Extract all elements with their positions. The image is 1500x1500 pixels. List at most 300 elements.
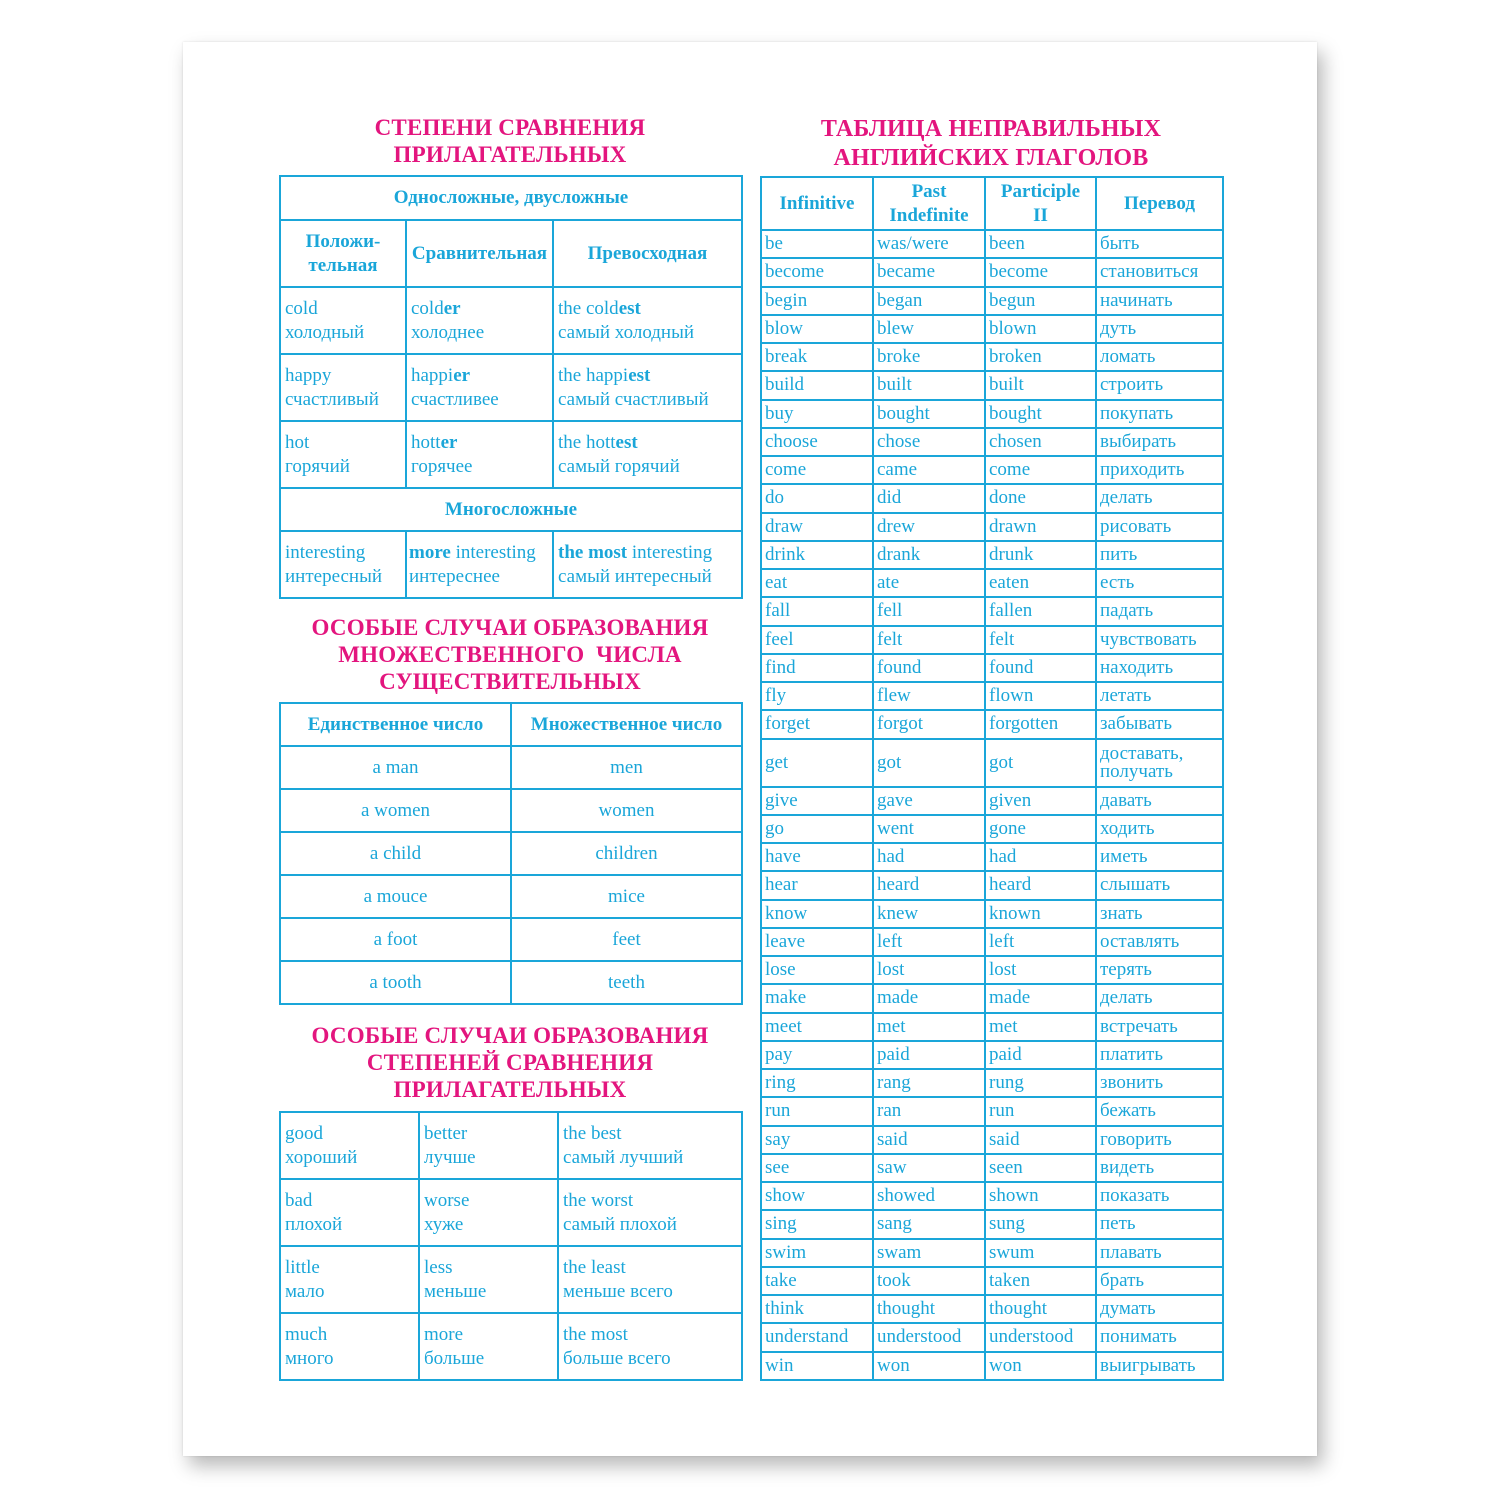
- special-title: [280, 1022, 740, 1103]
- participle-cell: begun: [985, 287, 1096, 315]
- multi-positive: interesting: [285, 542, 366, 563]
- special-title-line1: ОСОБЫЕ СЛУЧАИ ОБРАЗОВАНИЯ: [311, 1023, 709, 1048]
- participle-cell: made: [985, 984, 1096, 1012]
- past-cell: gave: [873, 787, 985, 815]
- superlative-cell: [553, 421, 742, 488]
- participle-cell: heard: [985, 871, 1096, 899]
- infinitive-cell: begin: [761, 287, 873, 315]
- participle-cell: taken: [985, 1267, 1096, 1295]
- superlative-suffix: est: [628, 365, 651, 386]
- infinitive-cell: leave: [761, 928, 873, 956]
- positive-form: bad: [285, 1190, 313, 1211]
- superlative-stem: the cold: [558, 298, 619, 319]
- header-infinitive: Infinitive: [761, 177, 873, 230]
- positive-translation: хороший: [285, 1146, 358, 1168]
- infinitive-cell: be: [761, 230, 873, 258]
- infinitive-cell: do: [761, 484, 873, 512]
- singular-cell: a child: [280, 832, 511, 875]
- table-row: [761, 739, 1223, 787]
- comparative-form: less: [424, 1257, 453, 1278]
- positive-form: cold: [285, 298, 318, 319]
- translation-cell: [1096, 739, 1223, 787]
- translation-cell: приходить: [1096, 456, 1223, 484]
- past-cell: fell: [873, 597, 985, 625]
- translation-cell: ходить: [1096, 815, 1223, 843]
- table-row: [280, 1313, 742, 1380]
- multi-superlative-post: interesting: [627, 542, 713, 563]
- infinitive-cell: drink: [761, 541, 873, 569]
- past-cell: did: [873, 484, 985, 512]
- past-cell: ran: [873, 1097, 985, 1125]
- table-row: [761, 1154, 1223, 1182]
- singular-cell: a mouce: [280, 875, 511, 918]
- translation-cell: забывать: [1096, 710, 1223, 738]
- table-row: [280, 287, 742, 354]
- table-row: [761, 928, 1223, 956]
- infinitive-cell: win: [761, 1352, 873, 1380]
- multi-superlative-ru: самый интересный: [558, 565, 712, 587]
- singular-cell: a foot: [280, 918, 511, 961]
- past-cell: knew: [873, 900, 985, 928]
- past-cell: bought: [873, 400, 985, 428]
- table-row: [280, 421, 742, 488]
- translation-cell: летать: [1096, 682, 1223, 710]
- table-row: [280, 832, 742, 875]
- table-row: [761, 287, 1223, 315]
- translation-cell: рисовать: [1096, 513, 1223, 541]
- participle-cell: thought: [985, 1295, 1096, 1323]
- plural-cell: mice: [511, 875, 742, 918]
- participle-cell: been: [985, 230, 1096, 258]
- participle-cell: become: [985, 258, 1096, 286]
- translation-cell: знать: [1096, 900, 1223, 928]
- table-row: [761, 371, 1223, 399]
- translation-cell: говорить: [1096, 1126, 1223, 1154]
- comparative-translation: больше: [424, 1347, 485, 1369]
- infinitive-cell: sing: [761, 1210, 873, 1238]
- table-row: [761, 569, 1223, 597]
- multi-superlative: [558, 541, 737, 565]
- table-row: [761, 626, 1223, 654]
- table-row: [280, 1246, 742, 1313]
- participle-cell: paid: [985, 1041, 1096, 1069]
- translation-cell: оставлять: [1096, 928, 1223, 956]
- translation-cell: слышать: [1096, 871, 1223, 899]
- plural-title: [280, 614, 740, 695]
- comparison-title: [280, 114, 740, 168]
- participle-cell: built: [985, 371, 1096, 399]
- participle-cell: understood: [985, 1323, 1096, 1351]
- infinitive-cell: fall: [761, 597, 873, 625]
- infinitive-cell: go: [761, 815, 873, 843]
- infinitive-cell: pay: [761, 1041, 873, 1069]
- participle-cell: done: [985, 484, 1096, 512]
- positive-cell: [280, 354, 406, 421]
- table-row: [761, 654, 1223, 682]
- table-row: [280, 875, 742, 918]
- multi-comparative-ru: интереснее: [409, 565, 500, 587]
- past-cell: forgot: [873, 710, 985, 738]
- participle-cell: sung: [985, 1210, 1096, 1238]
- comparative-cell: [406, 287, 553, 354]
- infinitive-cell: come: [761, 456, 873, 484]
- participle-cell: swum: [985, 1239, 1096, 1267]
- table-row: [761, 1182, 1223, 1210]
- table-row: [761, 1323, 1223, 1351]
- past-cell: began: [873, 287, 985, 315]
- table-row: [280, 918, 742, 961]
- positive-cell: [280, 287, 406, 354]
- table-row: [761, 315, 1223, 343]
- comparison-title-line1: СТЕПЕНИ СРАВНЕНИЯ: [374, 115, 646, 140]
- superlative-translation: самый счастливый: [558, 388, 709, 410]
- translation-cell: звонить: [1096, 1069, 1223, 1097]
- comparative-translation: горячее: [411, 455, 473, 477]
- superlative-translation: самый холодный: [558, 321, 695, 343]
- infinitive-cell: run: [761, 1097, 873, 1125]
- past-cell: blew: [873, 315, 985, 343]
- superlative-cell: [558, 1313, 742, 1380]
- past-cell: heard: [873, 871, 985, 899]
- multi-superlative-em: the most: [558, 542, 628, 563]
- infinitive-cell: choose: [761, 428, 873, 456]
- comparative-cell: [406, 354, 553, 421]
- positive-cell: [280, 1313, 419, 1380]
- table-row: [761, 787, 1223, 815]
- plural-cell: teeth: [511, 961, 742, 1004]
- comparative-translation: счастливее: [411, 388, 499, 410]
- table-row: [761, 843, 1223, 871]
- translation-cell: есть: [1096, 569, 1223, 597]
- infinitive-cell: meet: [761, 1013, 873, 1041]
- positive-form: good: [285, 1123, 323, 1144]
- past-cell: flew: [873, 682, 985, 710]
- translation-cell: делать: [1096, 484, 1223, 512]
- header-superlative: Превосходная: [553, 220, 742, 287]
- translation-line: доставать,: [1100, 742, 1184, 764]
- positive-translation: счастливый: [285, 388, 379, 410]
- participle-cell: had: [985, 843, 1096, 871]
- past-cell: met: [873, 1013, 985, 1041]
- positive-form: hot: [285, 432, 310, 453]
- positive-translation: горячий: [285, 455, 350, 477]
- table-row: [761, 900, 1223, 928]
- superlative-form: [558, 297, 737, 321]
- superlative-cell: [558, 1246, 742, 1313]
- header-positive: [280, 220, 406, 287]
- comparative-translation: холоднее: [411, 321, 485, 343]
- special-table: [279, 1111, 743, 1381]
- table-row: [761, 682, 1223, 710]
- comparative-cell: [406, 421, 553, 488]
- infinitive-cell: say: [761, 1126, 873, 1154]
- plural-cell: men: [511, 746, 742, 789]
- singular-cell: a man: [280, 746, 511, 789]
- translation-cell: становиться: [1096, 258, 1223, 286]
- past-cell: showed: [873, 1182, 985, 1210]
- past-cell: took: [873, 1267, 985, 1295]
- translation-cell: начинать: [1096, 287, 1223, 315]
- plural-title-line3: СУЩЕСТВИТЕЛЬНЫХ: [379, 669, 641, 694]
- superlative-form: the most: [563, 1324, 628, 1345]
- translation-cell: встречать: [1096, 1013, 1223, 1041]
- translation-cell: быть: [1096, 230, 1223, 258]
- past-cell: felt: [873, 626, 985, 654]
- positive-translation: плохой: [285, 1213, 343, 1235]
- infinitive-cell: find: [761, 654, 873, 682]
- plural-table: [279, 702, 743, 1005]
- translation-cell: дуть: [1096, 315, 1223, 343]
- singular-cell: a tooth: [280, 961, 511, 1004]
- table-row: [280, 1179, 742, 1246]
- participle-cell: fallen: [985, 597, 1096, 625]
- header-participle-line1: Participle: [1000, 181, 1081, 202]
- comparison-title-line2: ПРИЛАГАТЕЛЬНЫХ: [393, 142, 627, 167]
- header-positive-line1: Положи-: [305, 231, 381, 252]
- infinitive-cell: hear: [761, 871, 873, 899]
- past-cell: became: [873, 258, 985, 286]
- translation-cell: платить: [1096, 1041, 1223, 1069]
- participle-cell: won: [985, 1352, 1096, 1380]
- infinitive-cell: fly: [761, 682, 873, 710]
- superlative-cell: [553, 354, 742, 421]
- participle-cell: come: [985, 456, 1096, 484]
- comparative-form: worse: [424, 1190, 470, 1211]
- participle-cell: known: [985, 900, 1096, 928]
- translation-cell: петь: [1096, 1210, 1223, 1238]
- table-row: [761, 1097, 1223, 1125]
- header-comparative: Сравнительная: [406, 220, 553, 287]
- superlative-form: the best: [563, 1123, 622, 1144]
- table-row: [761, 1041, 1223, 1069]
- irregular-title-line1: ТАБЛИЦА НЕПРАВИЛЬНЫХ: [820, 116, 1162, 142]
- translation-cell: думать: [1096, 1295, 1223, 1323]
- table-row: [761, 400, 1223, 428]
- multi-positive-ru: интересный: [285, 565, 383, 587]
- past-cell: went: [873, 815, 985, 843]
- translation-cell: делать: [1096, 984, 1223, 1012]
- participle-cell: flown: [985, 682, 1096, 710]
- positive-form: happy: [285, 365, 332, 386]
- past-cell: left: [873, 928, 985, 956]
- comparative-translation: хуже: [424, 1213, 464, 1235]
- infinitive-cell: see: [761, 1154, 873, 1182]
- participle-cell: got: [985, 739, 1096, 787]
- infinitive-cell: show: [761, 1182, 873, 1210]
- table-row: [761, 597, 1223, 625]
- header-positive-line2: тельная: [308, 254, 378, 276]
- superlative-stem: the hott: [558, 432, 616, 453]
- table-row: [761, 513, 1223, 541]
- comparative-cell: [419, 1112, 558, 1179]
- superlative-form: the least: [563, 1257, 626, 1278]
- infinitive-cell: forget: [761, 710, 873, 738]
- past-cell: came: [873, 456, 985, 484]
- translation-cell: терять: [1096, 956, 1223, 984]
- participle-cell: seen: [985, 1154, 1096, 1182]
- infinitive-cell: build: [761, 371, 873, 399]
- participle-cell: gone: [985, 815, 1096, 843]
- table-row: [761, 815, 1223, 843]
- translation-cell: покупать: [1096, 400, 1223, 428]
- infinitive-cell: swim: [761, 1239, 873, 1267]
- comparative-cell: [419, 1313, 558, 1380]
- multi-comparative: [409, 541, 550, 565]
- participle-cell: broken: [985, 343, 1096, 371]
- translation-cell: строить: [1096, 371, 1223, 399]
- plural-cell: women: [511, 789, 742, 832]
- participle-cell: drawn: [985, 513, 1096, 541]
- header-participle-line2: II: [1033, 204, 1048, 226]
- participle-cell: found: [985, 654, 1096, 682]
- past-cell: got: [873, 739, 985, 787]
- positive-cell: [280, 1112, 419, 1179]
- past-cell: had: [873, 843, 985, 871]
- past-cell: won: [873, 1352, 985, 1380]
- translation-cell: бежать: [1096, 1097, 1223, 1125]
- participle-cell: forgotten: [985, 710, 1096, 738]
- participle-cell: drunk: [985, 541, 1096, 569]
- participle-cell: rung: [985, 1069, 1096, 1097]
- comparative-form: [411, 364, 548, 388]
- group-polysyllabic: Многосложные: [280, 488, 742, 531]
- participle-cell: said: [985, 1126, 1096, 1154]
- comparative-suffix: er: [453, 365, 471, 386]
- infinitive-cell: lose: [761, 956, 873, 984]
- positive-translation: много: [285, 1347, 334, 1369]
- table-row: [761, 1352, 1223, 1380]
- table-row: [761, 258, 1223, 286]
- infinitive-cell: blow: [761, 315, 873, 343]
- infinitive-cell: take: [761, 1267, 873, 1295]
- superlative-cell: [558, 1179, 742, 1246]
- past-cell: swam: [873, 1239, 985, 1267]
- comparison-table: [279, 175, 743, 599]
- table-row: [761, 871, 1223, 899]
- irregular-verbs-table: [760, 176, 1224, 1381]
- infinitive-cell: think: [761, 1295, 873, 1323]
- past-cell: drank: [873, 541, 985, 569]
- superlative-cell: [558, 1112, 742, 1179]
- superlative-translation: самый плохой: [563, 1213, 677, 1235]
- comparative-cell: [419, 1179, 558, 1246]
- table-row: [761, 1069, 1223, 1097]
- table-row: [761, 1295, 1223, 1323]
- table-row: [280, 1112, 742, 1179]
- translation-line: получать: [1100, 760, 1173, 782]
- translation-cell: пить: [1096, 541, 1223, 569]
- translation-cell: видеть: [1096, 1154, 1223, 1182]
- past-cell: said: [873, 1126, 985, 1154]
- participle-cell: met: [985, 1013, 1096, 1041]
- superlative-translation: меньше всего: [563, 1280, 673, 1302]
- multi-comparative-cell: [406, 531, 553, 598]
- past-cell: rang: [873, 1069, 985, 1097]
- table-row: [761, 1013, 1223, 1041]
- translation-cell: давать: [1096, 787, 1223, 815]
- multi-superlative-cell: [553, 531, 742, 598]
- superlative-form: [558, 364, 737, 388]
- past-cell: was/were: [873, 230, 985, 258]
- comparative-suffix: er: [443, 298, 461, 319]
- infinitive-cell: feel: [761, 626, 873, 654]
- past-cell: chose: [873, 428, 985, 456]
- positive-translation: холодный: [285, 321, 365, 343]
- table-row: [280, 961, 742, 1004]
- infinitive-cell: become: [761, 258, 873, 286]
- table-row: [761, 230, 1223, 258]
- table-row: [761, 1267, 1223, 1295]
- participle-cell: bought: [985, 400, 1096, 428]
- participle-cell: given: [985, 787, 1096, 815]
- superlative-form: [558, 431, 737, 455]
- translation-cell: показать: [1096, 1182, 1223, 1210]
- singular-cell: a women: [280, 789, 511, 832]
- infinitive-cell: understand: [761, 1323, 873, 1351]
- participle-cell: shown: [985, 1182, 1096, 1210]
- infinitive-cell: ring: [761, 1069, 873, 1097]
- infinitive-cell: break: [761, 343, 873, 371]
- translation-cell: ломать: [1096, 343, 1223, 371]
- positive-cell: [280, 1179, 419, 1246]
- table-row: [761, 710, 1223, 738]
- plural-cell: children: [511, 832, 742, 875]
- past-cell: found: [873, 654, 985, 682]
- past-cell: ate: [873, 569, 985, 597]
- comparative-translation: лучше: [424, 1146, 476, 1168]
- participle-cell: eaten: [985, 569, 1096, 597]
- comparative-stem: hott: [411, 432, 441, 453]
- header-past-line1: Past: [911, 181, 947, 202]
- translation-cell: находить: [1096, 654, 1223, 682]
- infinitive-cell: know: [761, 900, 873, 928]
- table-row: [280, 746, 742, 789]
- participle-cell: blown: [985, 315, 1096, 343]
- table-row: [761, 956, 1223, 984]
- positive-form: much: [285, 1324, 328, 1345]
- superlative-stem: the happi: [558, 365, 629, 386]
- translation-cell: понимать: [1096, 1323, 1223, 1351]
- irregular-title-line2: АНГЛИЙСКИХ ГЛАГОЛОВ: [833, 145, 1149, 171]
- header-translation: Перевод: [1096, 177, 1223, 230]
- infinitive-cell: draw: [761, 513, 873, 541]
- multi-comparative-em: more: [409, 542, 451, 563]
- past-cell: lost: [873, 956, 985, 984]
- table-row: [761, 484, 1223, 512]
- translation-cell: иметь: [1096, 843, 1223, 871]
- translation-cell: плавать: [1096, 1239, 1223, 1267]
- superlative-cell: [553, 287, 742, 354]
- irregular-title: [760, 115, 1222, 173]
- past-cell: thought: [873, 1295, 985, 1323]
- table-row: [761, 428, 1223, 456]
- superlative-translation: самый лучший: [563, 1146, 684, 1168]
- comparative-form: [411, 297, 548, 321]
- table-row: [761, 984, 1223, 1012]
- plural-cell: feet: [511, 918, 742, 961]
- header-singular: Единственное число: [280, 703, 511, 746]
- superlative-translation: самый горячий: [558, 455, 680, 477]
- superlative-suffix: est: [618, 298, 641, 319]
- participle-cell: chosen: [985, 428, 1096, 456]
- infinitive-cell: get: [761, 739, 873, 787]
- header-participle: [985, 177, 1096, 230]
- table-row: [761, 343, 1223, 371]
- infinitive-cell: eat: [761, 569, 873, 597]
- table-row: [761, 541, 1223, 569]
- translation-cell: чувствовать: [1096, 626, 1223, 654]
- superlative-translation: больше всего: [563, 1347, 671, 1369]
